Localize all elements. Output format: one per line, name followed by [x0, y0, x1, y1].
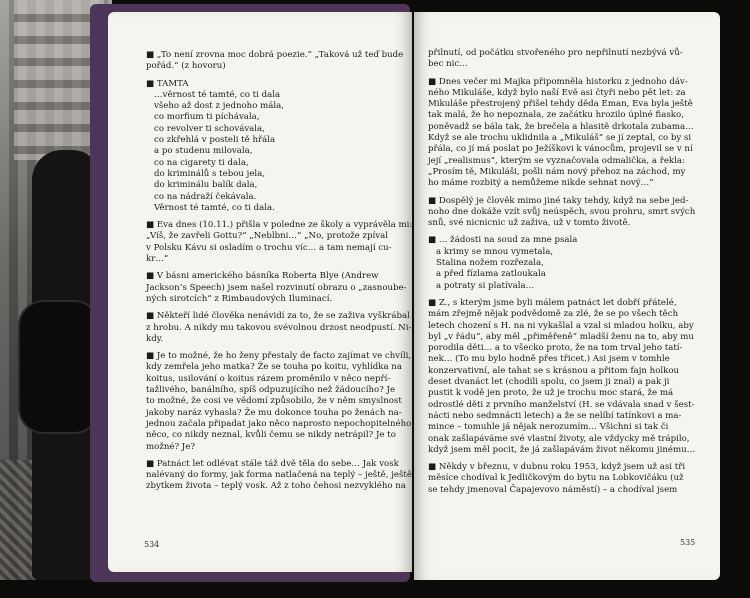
- text-line: kdy.: [146, 333, 164, 344]
- left-page-text: [146, 50, 415, 493]
- text-line: snů, své nicnicnic už zaživa, už v tomto životě.: [428, 218, 631, 229]
- text-line: nek… (To mu bylo hodně přes třicet.) Asi jsem v tomhle: [428, 354, 670, 365]
- text-line: ■ Je to možné, že ho ženy přestaly de facto zajímat ve chvíli,: [146, 351, 412, 362]
- text-line: do kriminálů s tebou jela,: [154, 168, 266, 179]
- text-line: ho máme rozbitý a nemůžeme nikde sehnat nový…“: [428, 178, 654, 189]
- text-line: mám zřejmě nějak podvědomě za zlé, že se po všech těch: [428, 309, 679, 320]
- text-line: onak zašlapáváme své vlastní životy, ale vždycky mě trápilo,: [428, 433, 690, 444]
- text-line: ných sirotcích“ z Rimbaudových Iluminací.: [146, 293, 333, 304]
- text-line: konzervativní, ale tahat se s krásnou a přitom fajn holkou: [428, 365, 680, 376]
- text-line: tak malá, že ho nepoznala, ze začátku hrozilo úplné fiasko,: [428, 110, 684, 121]
- text-line: ■ Eva dnes (10.11.) přišla v poledne ze školy a vyprávěla mi:: [146, 220, 413, 231]
- text-line: kdy zemřela jeho matka? Že se touha po koitu, vyhlídka na: [146, 362, 402, 373]
- text-line: Mikuláše přestrojený přišel tehdy děda Eman, Eva byla ještě: [428, 99, 693, 110]
- text-line: ■ Někdy v březnu, v dubnu roku 1953, když jsem už asi tři: [428, 462, 686, 473]
- text-line: to možné, že cosi ve vědomí způsobilo, že v něm smyslnost: [146, 396, 402, 407]
- text-line: odrostlé děti z prvního manželství (H. se vdávala snad v šest-: [428, 399, 695, 410]
- text-line: ného Mikuláše, když bylo naší Evě asi čtyři nebo pět let: za: [428, 87, 686, 98]
- text-line: když jsem měl pocit, že já zašlapávám život někomu jinému…: [428, 444, 696, 455]
- text-line: Stalina nožem rozřezala,: [436, 258, 544, 269]
- text-line: do kriminálu balík dala,: [154, 180, 258, 191]
- text-line: ■ … žádosti na soud za mne psala: [428, 235, 578, 246]
- text-line: nácti nebo sedmnácti letech) a že se nelíbí tatínkovi a ma-: [428, 410, 682, 421]
- text-line: co morfium ti píchávala,: [154, 112, 260, 123]
- text-line: byl „v řádu“, aby měl „přiměřeně“ mladší ženu na to, aby mu: [428, 331, 694, 342]
- text-line: měsíce chodíval k Jedličkovým do bytu na Lobkovičáku (už: [428, 473, 684, 484]
- text-line: přilnutí, od počátku stvořeného pro nepřilnutí nezbývá vů-: [428, 48, 683, 58]
- text-line: ■ TAMTA: [146, 78, 189, 89]
- text-line: kr…“: [146, 254, 169, 265]
- text-line: se tehdy jmenoval Čapajevovo náměstí) – a chodíval jsem: [428, 484, 678, 495]
- text-line: ■ Patnáct let odlévat stále táž dvě těla do sebe… Jak vosk: [146, 458, 399, 469]
- text-line: noho dne dokáže vzít svůj neúspěch, svou prohru, smrt svých: [428, 206, 696, 217]
- right-page: [414, 12, 720, 580]
- right-page-number: 535: [680, 538, 696, 547]
- text-line: možné? Je?: [146, 441, 195, 452]
- text-line: co revolver ti schovávala,: [154, 123, 265, 134]
- text-line: všeho až dost z jednoho mála,: [154, 101, 284, 112]
- text-line: mince – tomuhle já nějak nerozumím… Všichni si tak či: [428, 422, 669, 433]
- text-line: bec nic…: [428, 59, 468, 70]
- text-line: co na nádraží čekávala.: [154, 191, 257, 202]
- text-line: a krimy se mnou vymetala,: [436, 246, 554, 257]
- text-line: porodila děti… a to všecko proto, že na tom trval jeho tatí-: [428, 343, 683, 354]
- text-line: v Polsku Kávu si osladím o trochu víc… a tam nemají cu-: [146, 242, 392, 253]
- text-line: ■ Někteří lidé člověka nenávidí za to, že se zaživa vyškrábal: [146, 311, 410, 322]
- text-line: a potraty si platívala…: [436, 280, 535, 291]
- text-line: ■ „To není zrovna moc dobrá poezie.“ „Taková už teď bude: [146, 50, 404, 60]
- text-line: co zkřehlá v posteli tě hřála: [154, 135, 276, 146]
- right-page-text: [428, 48, 698, 496]
- text-line: ■ Dnes večer mi Majka připomněla historku z jednoho dáv-: [428, 76, 688, 87]
- text-line: Když se ale trochu uklidnila a „Mikuláš“ se jí zeptal, co by si: [428, 133, 692, 144]
- text-line: nalévaný do formy, jak forma natlačená na teplý – ještě, ještě: [146, 470, 412, 481]
- text-line: Jackson’s Speech) jsem našel rozvinutí obrazu o „zasnoube-: [146, 282, 407, 293]
- text-line: ■ Z., s kterým jsme byli málem patnáct let dobří přátelé,: [428, 297, 677, 308]
- text-line: jakoby naráz vyhasla? Že mu dokonce touha po ženách na-: [146, 407, 402, 418]
- text-line: přála, co jí má poslat po Ježíškovi k vánocům, projevil se v ní: [428, 144, 693, 155]
- text-line: deset dvanáct let (chodili spolu, co jsem ji znal) a pak ji: [428, 377, 670, 388]
- text-line: …věrnost té tamté, co ti dala: [154, 89, 281, 100]
- left-page-number: 534: [144, 540, 160, 549]
- text-line: pořád.“ (z hovoru): [146, 61, 226, 72]
- text-line: koitus, usilování o koitus rázem proměnilo v něco nepří-: [146, 373, 391, 384]
- text-line: a po studenu milovala,: [154, 146, 253, 157]
- text-line: letech chození s H. na ni vykašlal a vzal si mladou holku, aby: [428, 320, 694, 331]
- text-line: zbytkem života – teplý vosk. Až z toho čehosi nezvyklého na: [146, 481, 406, 492]
- text-line: Věrnost té tamté, co ti dala.: [154, 202, 275, 213]
- text-line: něco, co nikdy neznal, kvůli čemu se nikdy netrápil? Je to: [146, 430, 396, 441]
- text-line: a před fízlama zatloukala: [436, 269, 546, 280]
- text-line: jednou začala připadat jako něco naprosto nepochopitelného,: [146, 418, 415, 429]
- text-line: z hrobu. A nikdy mu takovou svévolnou drzost neodpustí. Ni-: [146, 322, 412, 333]
- text-line: pustit k vodě jen proto, že už je trochu moc stará, že má: [428, 388, 674, 399]
- text-line: ■ V básni amerického básníka Roberta Blye (Andrew: [146, 271, 379, 282]
- text-line: co na cigarety ti dala,: [154, 157, 249, 168]
- left-page: [108, 12, 415, 572]
- text-line: poněvadž se bála tak, že brečela a hlasitě drkotala zubama…: [428, 121, 694, 132]
- text-line: „Prosím tě, Mikuláši, pošli nám nový přehoz na záchod, my: [428, 166, 686, 177]
- photo-bag: [18, 300, 100, 434]
- text-line: tažlivého, banálního, spíš odpuzujícího než žádoucího? Je: [146, 385, 396, 396]
- text-line: její „realismus“, kterým se vyznačovala odmalička, a řekla:: [428, 155, 685, 166]
- text-line: „Víš, že zavřeli Gottu?“ „Neblbni…“ „No, protože zpíval: [146, 231, 388, 242]
- text-line: ■ Dospělý je člověk mimo jiné taky tehdy, když na sebe jed-: [428, 195, 689, 206]
